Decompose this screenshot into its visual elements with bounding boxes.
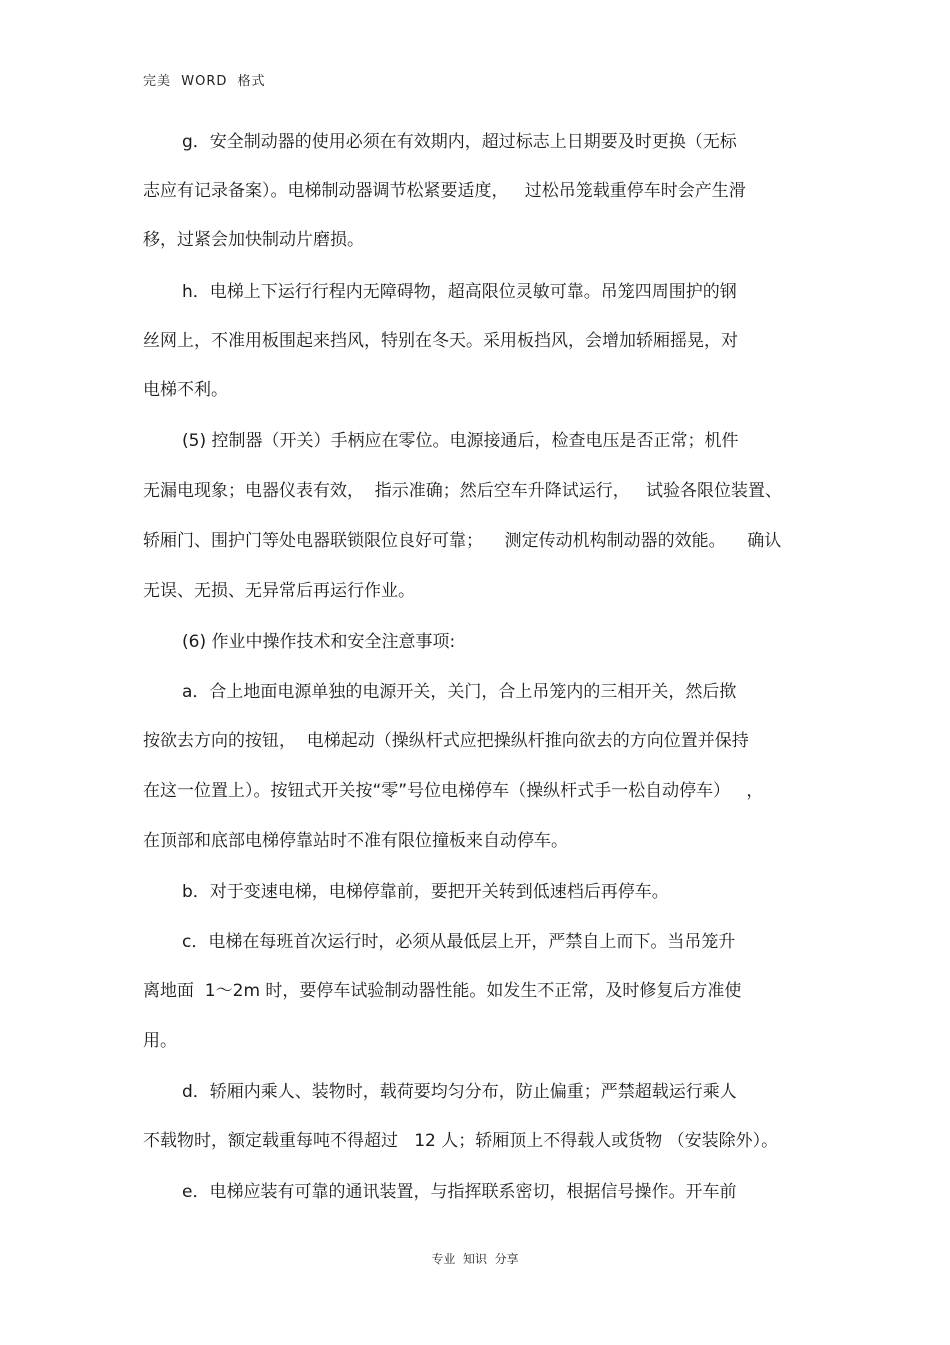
paragraph-line: 离地面 1～2m 时，要停车试验制动器性能。如发生不正常，及时修复后方准使 <box>143 981 742 1001</box>
paragraph-line: e．电梯应装有可靠的通讯装置，与指挥联系密切，根据信号操作。开车前 <box>182 1182 737 1202</box>
paragraph-line: 无漏电现象；电器仪表有效， 指示准确；然后空车升降试运行， 试验各限位装置、 <box>143 481 783 501</box>
paragraph-line: 丝网上，不准用板围起来挡风，特别在冬天。采用板挡风，会增加轿厢摇晃，对 <box>143 331 738 351</box>
paragraph-line: h．电梯上下运行行程内无障碍物，超高限位灵敏可靠。吊笼四周围护的钢 <box>182 282 737 302</box>
paragraph-line: 轿厢门、围护门等处电器联锁限位良好可靠； 测定传动机构制动器的效能。 确认 <box>143 531 782 551</box>
paragraph-line: g．安全制动器的使用必须在有效期内，超过标志上日期要及时更换（无标 <box>182 132 737 152</box>
paragraph-line: c．电梯在每班首次运行时，必须从最低层上开，严禁自上而下。当吊笼升 <box>182 932 736 952</box>
paragraph-line: a．合上地面电源单独的电源开关，关门，合上吊笼内的三相开关，然后揿 <box>182 682 737 702</box>
paragraph-line: b．对于变速电梯，电梯停靠前，要把开关转到低速档后再停车。 <box>182 882 669 902</box>
page-header: 完美 WORD 格式 <box>143 74 266 89</box>
paragraph-line: 无误、无损、无异常后再运行作业。 <box>143 581 415 601</box>
paragraph-line: 电梯不利。 <box>143 380 228 400</box>
paragraph-line: 不载物时，额定载重每吨不得超过 12 人；轿厢顶上不得载人或货物 （安装除外）。 <box>143 1131 779 1151</box>
paragraph-line: 用。 <box>143 1031 177 1051</box>
paragraph-line: 按欲去方向的按钮， 电梯起动（操纵杆式应把操纵杆推向欲去的方向位置并保持 <box>143 731 749 751</box>
paragraph-line: 移，过紧会加快制动片磨损。 <box>143 230 364 250</box>
page-footer: 专业 知识 分享 <box>431 1252 519 1266</box>
paragraph-line: d．轿厢内乘人、装物时，载荷要均匀分布，防止偏重；严禁超载运行乘人 <box>182 1082 737 1102</box>
paragraph-line: 志应有记录备案）。电梯制动器调节松紧要适度， 过松吊笼载重停车时会产生滑 <box>143 181 746 201</box>
paragraph-line: (5) 控制器（开关）手柄应在零位。电源接通后，检查电压是否正常；机件 <box>182 431 739 451</box>
paragraph-line: (6) 作业中操作技术和安全注意事项: <box>182 632 456 652</box>
paragraph-line: 在顶部和底部电梯停靠站时不准有限位撞板来自动停车。 <box>143 831 568 851</box>
paragraph-line: 在这一位置上）。按钮式开关按“零”号位电梯停车（操纵杆式手一松自动停车） ， <box>143 781 764 801</box>
